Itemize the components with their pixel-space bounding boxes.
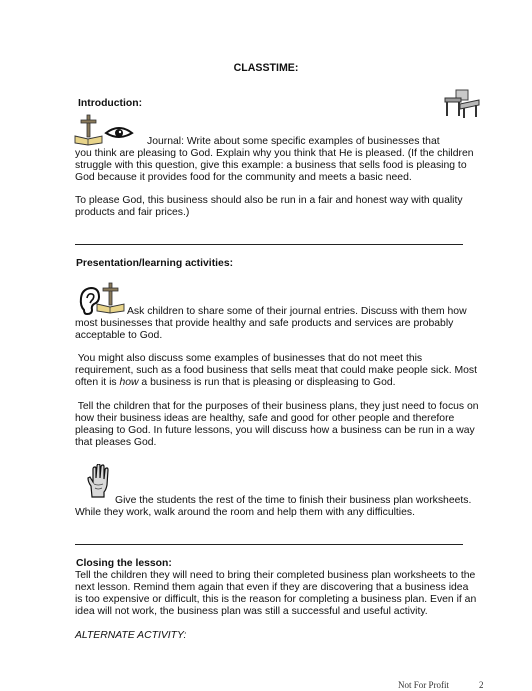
journal-line: God because it provides food for the community and meets a basic need. <box>75 172 412 183</box>
presentation-line: Tell the children that for the purposes of their business plans, they just need to focus on <box>75 401 479 412</box>
intro-note-line: products and fair prices.) <box>75 207 190 218</box>
journal-line: struggle with this question, give this example: a business that sells food is pleasing to <box>75 160 467 171</box>
closing-line: is too expensive or difficult, this is the reason for completing a business plan. Even if an <box>75 594 477 605</box>
section-divider <box>75 544 463 545</box>
intro-note-line: To please God, this business should also be run in a fair and honest way with quality <box>75 195 463 206</box>
presentation-line: While they work, walk around the room and help them with any difficulties. <box>75 507 415 518</box>
presentation-line: acceptable to God. <box>75 330 163 341</box>
presentation-line: Give the students the rest of the time to finish their business plan worksheets. <box>115 495 472 506</box>
journal-line: Journal: Write about some specific examples of businesses that <box>147 136 440 147</box>
presentation-line: Ask children to share some of their journal entries. Discuss with them how <box>127 306 467 317</box>
closing-line: idea will not work, the business plan was still a successful and useful activity. <box>75 606 428 617</box>
cross-book-icon <box>96 282 126 314</box>
line-text: often it is <box>75 377 120 388</box>
page-title: CLASSTIME: <box>233 62 299 74</box>
presentation-line: You might also discuss some examples of businesses that do not meet this <box>75 353 423 364</box>
school-desk-icon <box>442 86 482 120</box>
presentation-line: requirement, such as a food business that sells meat that could make people sick. Most <box>75 365 477 376</box>
journal-line: you think are pleasing to God. Explain why you think that He is pleased. (If the children <box>75 148 474 159</box>
footer-text: Not For Profit <box>398 680 450 690</box>
hand-icon <box>86 464 110 498</box>
introduction-heading: Introduction: <box>78 98 143 109</box>
line-text: a business is run that is pleasing or displeasing to God. <box>138 377 396 388</box>
presentation-heading: Presentation/learning activities: <box>76 258 234 269</box>
presentation-line: most businesses that provide healthy and safe products and services are probably <box>75 318 454 329</box>
page-number: 2 <box>479 680 484 690</box>
closing-line: next lesson. Remind them again that even if they are discovering that a business idea <box>75 582 469 593</box>
section-divider <box>75 244 463 245</box>
closing-line: Tell the children they will need to bring their completed business plan worksheets to the <box>75 570 476 581</box>
alternate-activity-heading: ALTERNATE ACTIVITY: <box>75 630 187 641</box>
emphasis-text: how <box>119 377 139 388</box>
eye-icon <box>104 125 134 141</box>
closing-heading: Closing the lesson: <box>76 558 172 569</box>
presentation-line: pleasing to God. In future lessons, you will discuss how a business can be run in a way <box>75 425 475 436</box>
cross-book-icon <box>74 114 104 146</box>
presentation-line: how their business ideas are healthy, safe and good for other people and therefore <box>75 413 455 424</box>
presentation-line: that pleases God. <box>75 437 157 448</box>
presentation-line <box>75 377 487 389</box>
